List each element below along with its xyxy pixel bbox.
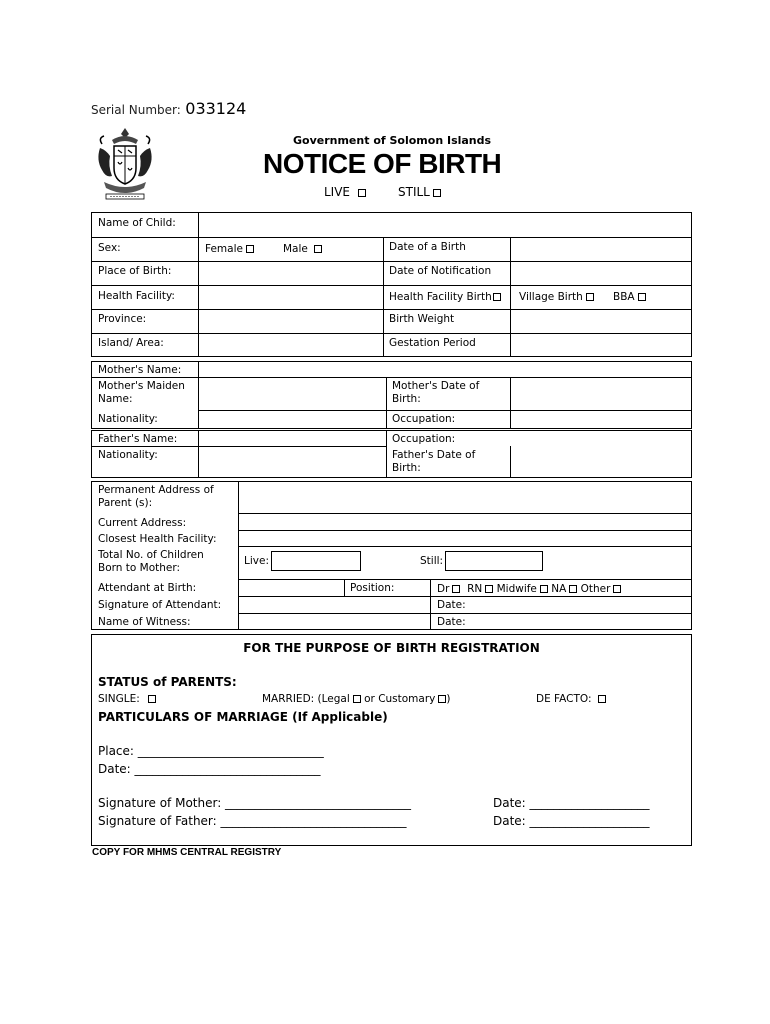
serial-value: 033124 (185, 99, 247, 118)
sex-label: Sex: (98, 242, 121, 254)
mothers-maiden-field[interactable] (200, 379, 384, 409)
copy-note: COPY FOR MHMS CENTRAL REGISTRY (92, 847, 282, 858)
signature-mother-field[interactable]: Signature of Mother: _______________________________ (98, 796, 412, 810)
status-heading: STATUS of PARENTS: (98, 675, 237, 689)
signature-father-field[interactable]: Signature of Father: _______________________________ (98, 814, 407, 828)
particulars-heading: PARTICULARS OF MARRIAGE (If Applicable) (98, 710, 388, 724)
married-legal-checkbox[interactable] (353, 695, 361, 703)
government-name: Government of Solomon Islands (293, 134, 492, 147)
name-witness-field[interactable] (240, 615, 428, 629)
mothers-name-field[interactable] (200, 362, 690, 376)
bba-checkbox[interactable] (638, 293, 646, 301)
serial-number (91, 99, 246, 119)
other-checkbox[interactable] (613, 585, 621, 593)
na-checkbox[interactable] (569, 585, 577, 593)
province-label: Province: (98, 313, 147, 325)
mother-date-field[interactable]: Date: ____________________ (493, 796, 650, 810)
male-label: Male (283, 243, 308, 255)
province-field[interactable] (200, 311, 381, 332)
coat-of-arms-emblem (92, 126, 158, 204)
bba-label: BBA (613, 291, 635, 303)
still-children-input[interactable] (445, 551, 543, 571)
village-birth-label: Village Birth (519, 291, 583, 303)
birth-weight-field[interactable] (512, 311, 690, 332)
father-occupation-field[interactable] (450, 431, 690, 445)
attendant-date-field[interactable] (470, 598, 690, 612)
father-nationality-label: Nationality: (98, 449, 158, 461)
health-facility-birth-option[interactable] (389, 291, 501, 304)
date-of-birth-field[interactable] (512, 239, 690, 260)
dr-option[interactable]: Dr (437, 583, 460, 595)
de-facto-option[interactable]: DE FACTO: (536, 693, 606, 706)
island-area-field[interactable] (200, 335, 381, 356)
attendant-field[interactable] (240, 581, 342, 595)
de-facto-checkbox[interactable] (598, 695, 606, 703)
fathers-name-label: Father's Name: (98, 433, 178, 445)
village-birth-option[interactable] (519, 291, 594, 304)
witness-date-label: Date: (437, 616, 466, 628)
birth-weight-label: Birth Weight (389, 313, 455, 325)
closest-facility-field[interactable] (240, 532, 690, 545)
live-checkbox[interactable] (358, 189, 366, 197)
date-of-birth-label: Date of a Birth (389, 241, 466, 253)
name-witness-label: Name of Witness: (98, 616, 191, 628)
position-label: Position: (350, 582, 395, 594)
health-facility-label: Health Facility: (98, 290, 175, 302)
health-facility-field[interactable] (200, 287, 381, 308)
single-checkbox[interactable] (148, 695, 156, 703)
still-checkbox[interactable] (433, 189, 441, 197)
fathers-dob-label: Father's Date of Birth: (392, 449, 476, 474)
attendant-label: Attendant at Birth: (98, 582, 197, 594)
marriage-place-field[interactable]: Place: _______________________________ (98, 744, 324, 758)
gestation-period-label: Gestation Period (389, 337, 476, 349)
total-children-label: Total No. of Children Born to Mother: (98, 549, 204, 574)
mother-nationality-field[interactable] (200, 412, 384, 428)
signature-attendant-label: Signature of Attendant: (98, 599, 222, 611)
current-address-label: Current Address: (98, 517, 187, 529)
mothers-name-label: Mother's Name: (98, 364, 182, 376)
midwife-option[interactable]: Midwife (497, 583, 548, 595)
na-option[interactable]: NA (551, 583, 577, 595)
live-label: LIVE (324, 185, 351, 199)
live-option[interactable] (324, 185, 366, 199)
date-of-notification-label: Date of Notification (389, 265, 492, 277)
witness-date-field[interactable] (470, 615, 690, 629)
serial-label: Serial Number: (91, 103, 181, 117)
female-checkbox[interactable] (246, 245, 254, 253)
rn-option[interactable]: RN (467, 583, 493, 595)
permanent-address-field[interactable] (240, 483, 690, 512)
male-checkbox[interactable] (314, 245, 322, 253)
live-children-input[interactable] (271, 551, 361, 571)
current-address-field[interactable] (240, 515, 690, 529)
signature-attendant-field[interactable] (240, 598, 428, 612)
live-children-label: Live: (244, 555, 269, 567)
father-date-field[interactable]: Date: ____________________ (493, 814, 650, 828)
attendant-date-label: Date: (437, 599, 466, 611)
dr-checkbox[interactable] (452, 585, 460, 593)
married-option[interactable]: MARRIED: (Legal or Customary ) (262, 693, 451, 705)
mother-occupation-label: Occupation: (392, 413, 456, 425)
rn-checkbox[interactable] (485, 585, 493, 593)
name-of-child-label: Name of Child: (98, 217, 176, 229)
female-option[interactable] (205, 243, 254, 256)
father-nationality-field[interactable] (200, 448, 384, 477)
father-occupation-label: Occupation: (392, 433, 456, 445)
single-option[interactable]: SINGLE: (98, 693, 156, 706)
village-birth-checkbox[interactable] (586, 293, 594, 301)
closest-facility-label: Closest Health Facility: (98, 533, 217, 545)
female-label: Female (205, 243, 243, 255)
other-option[interactable]: Other (581, 583, 622, 595)
still-option[interactable] (398, 185, 441, 199)
gestation-period-field[interactable] (512, 335, 690, 356)
male-option[interactable] (283, 243, 322, 256)
still-label: STILL (398, 185, 430, 199)
mothers-maiden-label: Mother's Maiden Name: (98, 380, 185, 405)
date-of-notification-field[interactable] (512, 263, 690, 284)
mother-nationality-label: Nationality: (98, 413, 158, 425)
fathers-dob-field[interactable] (512, 448, 690, 477)
mothers-dob-label: Mother's Date of Birth: (392, 380, 480, 405)
mothers-dob-field[interactable] (512, 379, 690, 409)
island-area-label: Island/ Area: (98, 337, 164, 349)
midwife-checkbox[interactable] (540, 585, 548, 593)
permanent-address-label: Permanent Address of Parent (s): (98, 484, 214, 509)
registration-heading: FOR THE PURPOSE OF BIRTH REGISTRATION (243, 641, 540, 655)
position-options (437, 583, 621, 596)
health-facility-birth-checkbox[interactable] (493, 293, 501, 301)
still-children-label: Still: (420, 555, 444, 567)
marriage-date-field[interactable]: Date: _______________________________ (98, 762, 321, 776)
place-of-birth-label: Place of Birth: (98, 265, 172, 277)
page-title: NOTICE OF BIRTH (263, 148, 502, 179)
place-of-birth-field[interactable] (200, 263, 381, 284)
name-of-child-field[interactable] (200, 214, 690, 236)
health-facility-birth-label: Health Facility Birth (389, 291, 492, 303)
bba-option[interactable] (613, 291, 646, 304)
fathers-name-field[interactable] (200, 431, 384, 445)
mother-occupation-field[interactable] (512, 412, 690, 428)
